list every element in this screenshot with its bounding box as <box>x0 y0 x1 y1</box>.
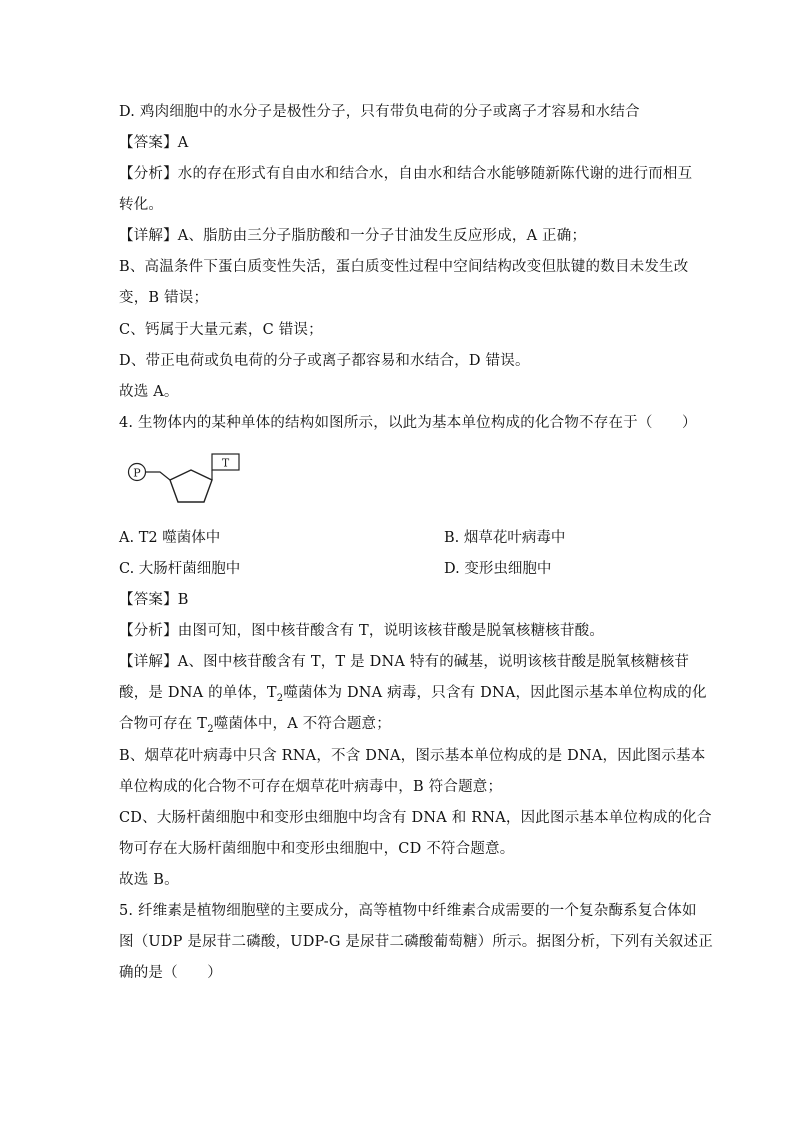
q3-detail-line-5: D、带正电荷或负电荷的分子或离子都容易和水结合，D 错误。 <box>119 353 530 369</box>
q3-detail-line-1: 【详解】A、脂肪由三分子脂肪酸和一分子甘油发生反应形成，A 正确； <box>119 228 587 244</box>
q4-analysis: 【分析】由图可知，图中核苷酸含有 T，说明该核苷酸是脱氧核糖核苷酸。 <box>119 623 605 639</box>
q5-stem-line-3: 确的是（ ） <box>119 965 222 981</box>
q4-detail-line-3-post: 噬菌体中，A 不符合题意； <box>213 716 391 732</box>
q4-conclusion: 故选 B。 <box>119 872 179 888</box>
q4-detail-line-6: CD、大肠杆菌细胞中和变形虫细胞中均含有 DNA 和 RNA，因此图示基本单位构成的化合 <box>119 810 712 826</box>
q4-option-b: B. 烟草花叶病毒中 <box>444 530 566 546</box>
q4-option-d: D. 变形虫细胞中 <box>444 561 552 577</box>
q4-detail-line-7: 物可存在大肠杆菌细胞中和变形虫细胞中，CD 不符合题意。 <box>119 841 515 857</box>
q4-stem: 4. 生物体内的某种单体的结构如图所示，以此为基本单位构成的化合物不存在于（ ） <box>119 415 697 431</box>
q4-detail-line-2-post: 噬菌体为 DNA 病毒，只含有 DNA，因此图示基本单位构成的化 <box>283 685 707 701</box>
q4-detail-line-3-pre: 合物可存在 T <box>119 716 208 732</box>
q4-detail-line-2-pre: 酸，是 DNA 的单体，T <box>119 685 277 701</box>
q4-detail-line-5: 单位构成的化合物不可存在烟草花叶病毒中，B 符合题意； <box>119 779 503 795</box>
q3-detail-line-3: 变，B 错误； <box>119 290 209 306</box>
q3-detail-line-2: B、高温条件下蛋白质变性失活，蛋白质变性过程中空间结构改变但肽键的数目未发生改 <box>119 259 689 275</box>
q3-analysis-line-1: 【分析】水的存在形式有自由水和结合水，自由水和结合水能够随新陈代谢的进行而相互 <box>119 166 693 182</box>
q5-stem-line-2: 图（UDP 是尿苷二磷酸，UDP-G 是尿苷二磷酸葡萄糖）所示。据图分析，下列有关叙述正 <box>119 934 713 950</box>
q4-option-a: A. T2 噬菌体中 <box>119 530 221 546</box>
q3-answer: 【答案】A <box>119 135 189 151</box>
q4-detail-line-4: B、烟草花叶病毒中只含 RNA，不含 DNA，图示基本单位构成的是 DNA，因此图示基本 <box>119 748 706 764</box>
q4-detail-line-3 <box>119 714 679 734</box>
q4-option-c: C. 大肠杆菌细胞中 <box>119 561 241 577</box>
phosphate-bond <box>146 472 171 480</box>
base-label: T <box>221 456 230 470</box>
t2-subscript: 2 <box>276 692 284 704</box>
nucleotide-figure <box>122 448 248 510</box>
phosphate-label: P <box>133 466 141 480</box>
q3-analysis-line-2: 转化。 <box>119 197 164 213</box>
q3-conclusion: 故选 A。 <box>119 384 179 400</box>
q4-detail-line-2 <box>119 683 707 704</box>
q3-detail-line-4: C、钙属于大量元素，C 错误； <box>119 322 323 338</box>
pentose-ring <box>170 470 212 502</box>
q5-stem-line-1: 5. 纤维素是植物细胞壁的主要成分，高等植物中纤维素合成需要的一个复杂酶系复合体如 <box>119 903 697 919</box>
q4-detail-line-1: 【详解】A、图中核苷酸含有 T，T 是 DNA 特有的碱基，说明该核苷酸是脱氧核糖核苷 <box>119 654 690 670</box>
q4-answer: 【答案】B <box>119 592 189 608</box>
q3-option-d: D. 鸡肉细胞中的水分子是极性分子，只有带负电荷的分子或离子才容易和水结合 <box>119 104 640 120</box>
t2-subscript: 2 <box>207 723 214 735</box>
